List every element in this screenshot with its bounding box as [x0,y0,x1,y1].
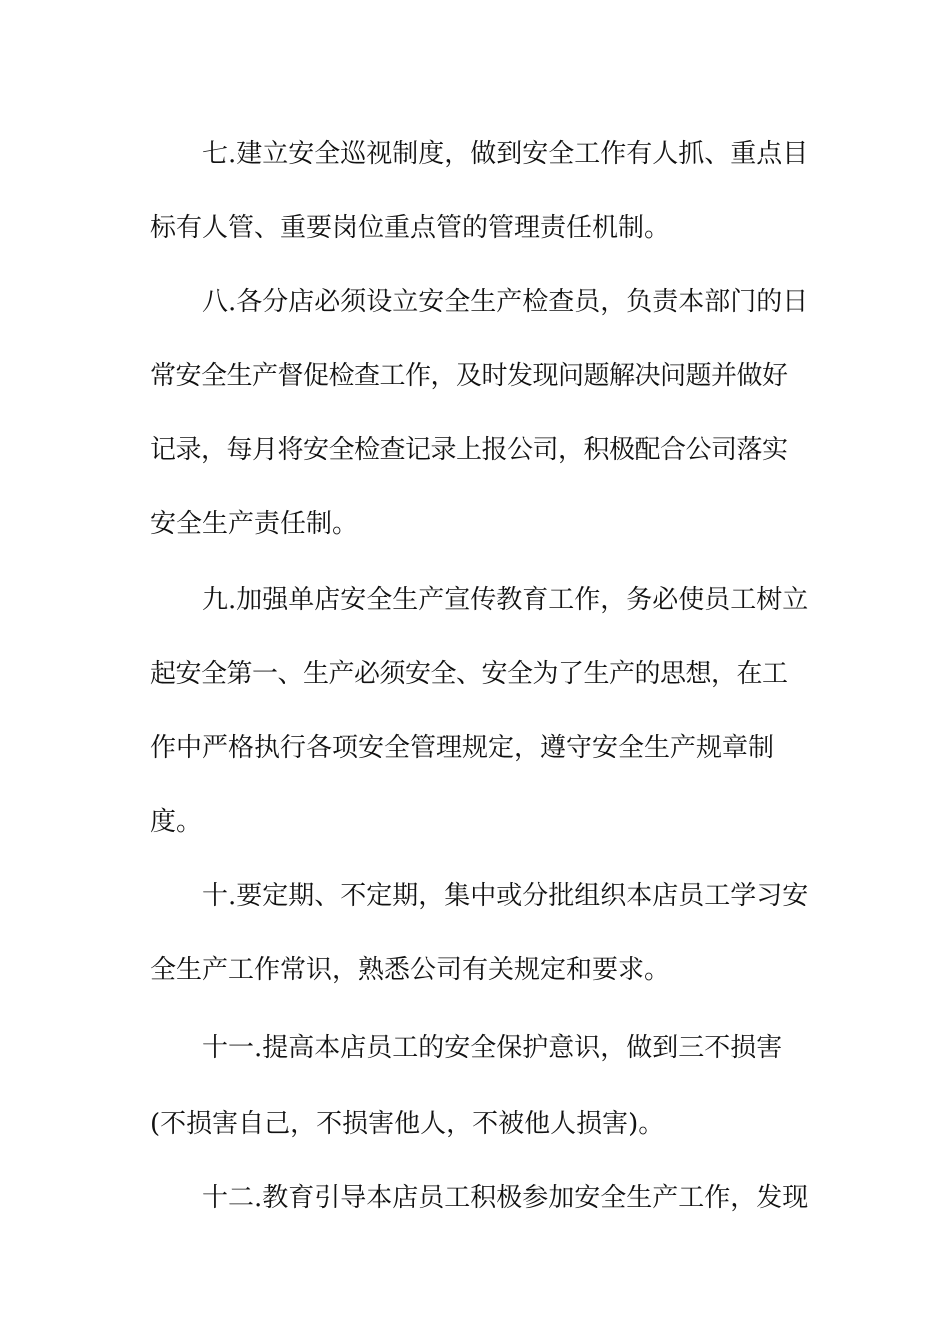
text-line: 八.各分店必须设立安全生产检查员，负责本部门的日 [202,287,809,317]
text-line: (不损害自己，不损害他人，不被他人损害)。 [150,1109,665,1139]
text-line: 作中严格执行各项安全管理规定，遵守安全生产规章制 [150,733,775,763]
text-line: 全生产工作常识，熟悉公司有关规定和要求。 [150,955,671,985]
text-line: 十.要定期、不定期，集中或分批组织本店员工学习安 [202,881,809,911]
text-line: 常安全生产督促检查工作，及时发现问题解决问题并做好 [150,361,788,391]
text-line: 七.建立安全巡视制度，做到安全工作有人抓、重点目 [202,139,809,169]
text-line: 起安全第一、生产必须安全、安全为了生产的思想，在工 [150,659,788,689]
text-line: 标有人管、重要岗位重点管的管理责任机制。 [150,213,671,243]
text-line: 十一.提高本店员工的安全保护意识，做到三不损害 [202,1033,783,1063]
text-line: 安全生产责任制。 [150,509,359,539]
text-line: 度。 [150,807,203,837]
text-line: 九.加强单店安全生产宣传教育工作，务必使员工树立 [202,585,809,615]
text-line: 十二.教育引导本店员工积极参加安全生产工作，发现 [202,1183,809,1213]
text-line: 记录，每月将安全检查记录上报公司，积极配合公司落实 [150,435,788,465]
